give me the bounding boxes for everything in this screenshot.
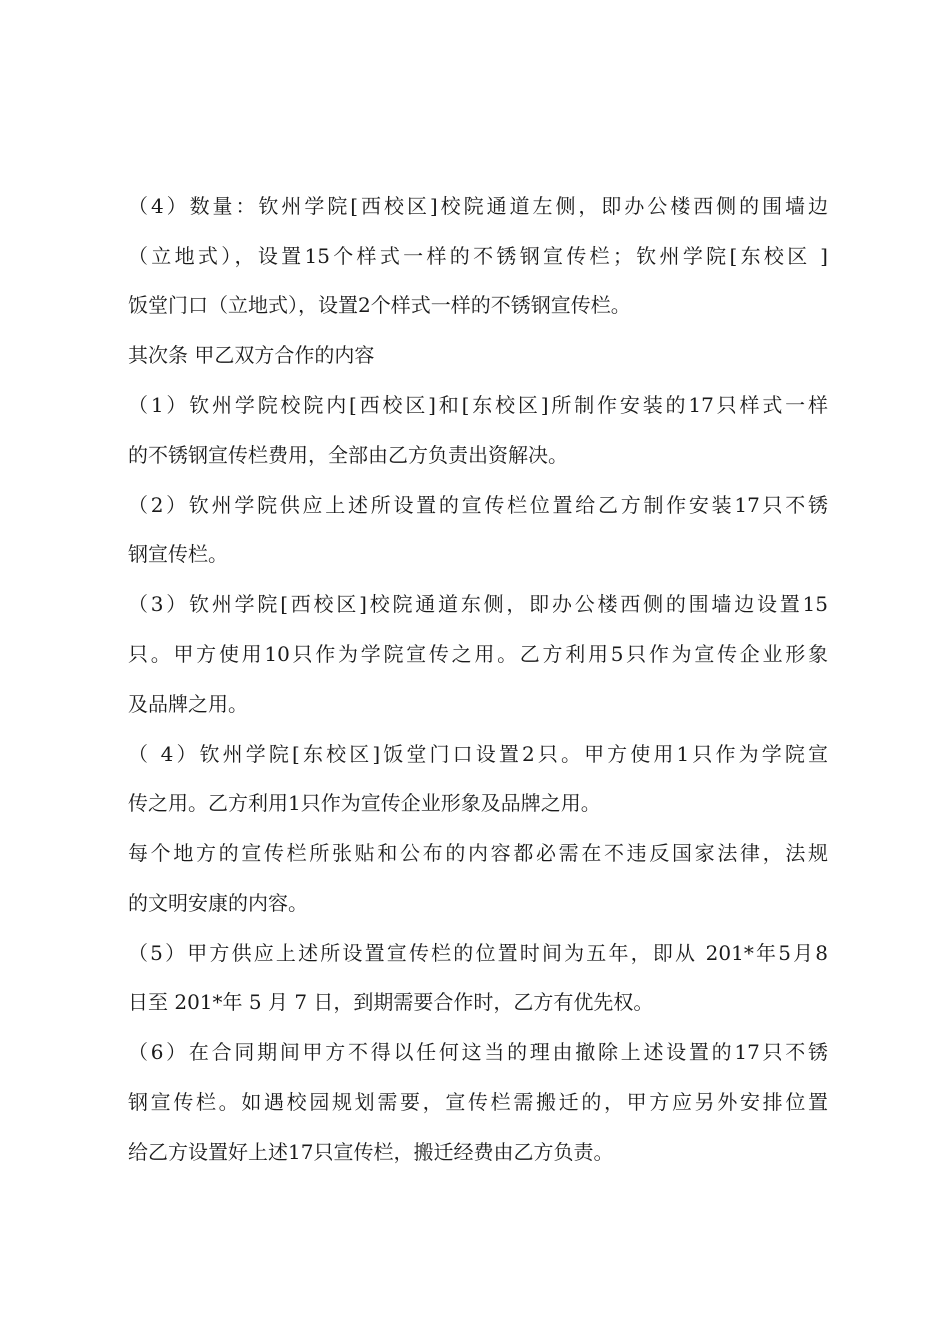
paragraph-line: 的文明安康的内容。 — [128, 891, 308, 915]
paragraph-line: （2）钦州学院供应上述所设置的宣传栏位置给乙方制作安装17只不锈 — [128, 493, 828, 517]
paragraph-line: 只。甲方使用10只作为学院宣传之用。乙方利用5只作为宣传企业形象 — [128, 642, 828, 666]
paragraph-line: 饭堂门口（立地式），设置2个样式一样的不锈钢宣传栏。 — [128, 293, 631, 317]
section-heading: 其次条 甲乙双方合作的内容 — [128, 343, 375, 367]
paragraph-line: 钢宣传栏。 — [128, 542, 228, 566]
paragraph-line: （6）在合同期间甲方不得以任何这当的理由撤除上述设置的17只不锈 — [128, 1040, 828, 1064]
paragraph-line: （1）钦州学院校院内[西校区]和[东校区]所制作安装的17只样式一样 — [128, 393, 828, 417]
paragraph-line: （ 4）钦州学院[东校区]饭堂门口设置2只。甲方使用1只作为学院宣 — [128, 742, 828, 766]
paragraph-line: （5）甲方供应上述所设置宣传栏的位置时间为五年，即从 201*年5月8 — [128, 941, 828, 965]
paragraph-line: （3）钦州学院[西校区]校院通道东侧，即办公楼西侧的围墙边设置15 — [128, 592, 828, 616]
paragraph-line: （立地式），设置15个样式一样的不锈钢宣传栏；钦州学院[东校区 ] — [128, 244, 828, 268]
paragraph-line: 的不锈钢宣传栏费用，全部由乙方负责出资解决。 — [128, 443, 568, 467]
paragraph-line: 日至 201*年 5 月 7 日，到期需要合作时，乙方有优先权。 — [128, 990, 654, 1014]
paragraph-line: 钢宣传栏。如遇校园规划需要，宣传栏需搬迁的，甲方应另外安排位置 — [128, 1090, 828, 1114]
paragraph-line: 每个地方的宣传栏所张贴和公布的内容都必需在不违反国家法律，法规 — [128, 841, 828, 865]
paragraph-line: （4）数量：钦州学院[西校区]校院通道左侧，即办公楼西侧的围墙边 — [128, 194, 828, 218]
paragraph-line: 给乙方设置好上述17只宣传栏，搬迁经费由乙方负责。 — [128, 1140, 614, 1164]
paragraph-line: 及品牌之用。 — [128, 692, 248, 716]
paragraph-line: 传之用。乙方利用1只作为宣传企业形象及品牌之用。 — [128, 791, 601, 815]
